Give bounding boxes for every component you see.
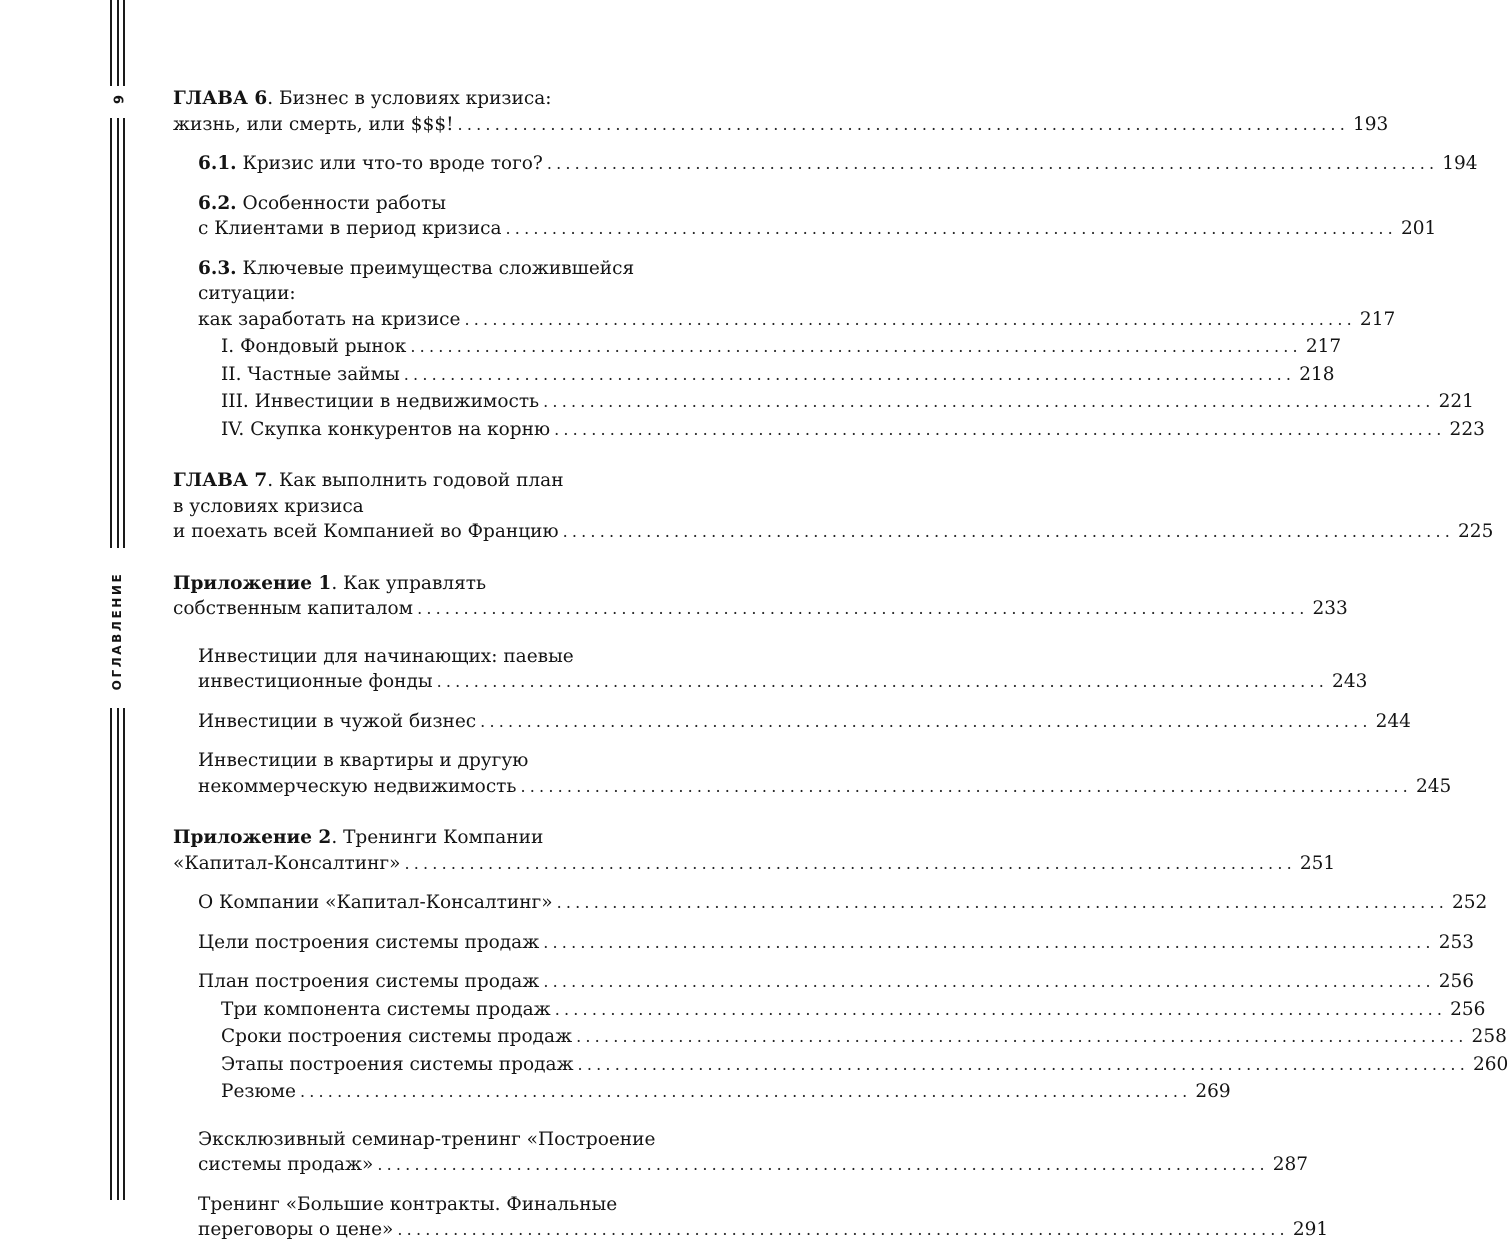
toc-page-number: 260: [1473, 1053, 1508, 1075]
dot-leader: ................................................................................................: [436, 672, 1329, 691]
toc-entry-title: . Бизнес в условиях кризиса:: [267, 88, 552, 109]
toc-entry-label: 6.1.: [198, 153, 237, 174]
toc-entry-6-3-i[interactable]: [221, 334, 1342, 360]
toc-entry-appendix-2-seminar[interactable]: [198, 1127, 1309, 1178]
dot-leader: ................................................................................................: [397, 1220, 1289, 1239]
toc-entry-title: О Компании «Капитал-Консалтинг»: [198, 892, 553, 913]
toc-entry-appendix-2-timing[interactable]: [221, 1024, 1507, 1050]
toc-entry-appendix-2-stages[interactable]: [221, 1052, 1508, 1078]
toc-entry-label: ГЛАВА 6: [173, 88, 268, 109]
toc-page-number: 217: [1359, 308, 1396, 330]
dot-leader: ................................................................................................: [543, 932, 1435, 952]
toc-page-number: 243: [1332, 671, 1368, 692]
toc-entry-title: Три компонента системы продаж: [221, 998, 551, 1020]
toc-entry-chapter-7[interactable]: [173, 468, 1494, 545]
dot-leader: ................................................................................................: [404, 853, 1296, 873]
toc-entry-appendix-1-business[interactable]: [198, 709, 1411, 735]
toc-entry-title-tail: с Клиентами в период кризиса: [198, 218, 502, 239]
toc-page-number: 217: [1305, 336, 1342, 357]
toc-entry-title: I. Фондовый рынок: [221, 336, 407, 357]
toc-entry-6-3-iii[interactable]: [221, 389, 1474, 415]
toc-entry-label: 6.3.: [198, 257, 237, 279]
toc-page-number: 245: [1415, 775, 1452, 797]
toc-page-number: 201: [1400, 218, 1437, 239]
toc-page-number: 287: [1272, 1154, 1309, 1175]
toc-entry-6-1[interactable]: [198, 151, 1478, 177]
toc-entry-appendix-2-goals[interactable]: [198, 930, 1474, 956]
toc-entry-title-tail: как заработать на кризисе: [198, 308, 461, 330]
toc-page-number: 269: [1195, 1081, 1231, 1102]
toc-entry-title: . Как выполнить годовой план: [267, 470, 564, 491]
toc-page-number: 251: [1299, 852, 1336, 874]
toc-entry-title: IV. Скупка конкурентов на корню: [221, 418, 551, 440]
dot-leader: ................................................................................................: [577, 1054, 1469, 1074]
toc-entry-6-2[interactable]: [198, 191, 1437, 242]
toc-page-number: 193: [1353, 113, 1389, 135]
dot-leader: ................................................................................................: [543, 972, 1435, 991]
toc-entry-appendix-1[interactable]: [173, 571, 1348, 622]
toc-entry-6-3-ii[interactable]: [221, 362, 1335, 388]
toc-page-number: 244: [1375, 710, 1411, 732]
dot-leader: ................................................................................................: [299, 1082, 1192, 1101]
dot-leader: ................................................................................................: [543, 392, 1435, 411]
toc-page-number: 218: [1299, 363, 1335, 385]
toc-page-number: 258: [1471, 1026, 1507, 1047]
dot-leader: ................................................................................................: [576, 1027, 1468, 1046]
dot-leader: ................................................................................................: [562, 522, 1455, 541]
toc-entry-label: 6.2.: [198, 192, 237, 214]
dot-leader: ................................................................................................: [377, 1155, 1269, 1174]
toc-entry-appendix-2-components[interactable]: [221, 997, 1486, 1023]
toc-entry-title: II. Частные займы: [221, 363, 400, 385]
toc-page-number: 233: [1312, 598, 1348, 619]
toc-entry-title: . Тренинги Компании: [331, 827, 544, 848]
toc-entry-title-tail: собственным капиталом: [173, 598, 414, 619]
toc-entry-6-3-iv[interactable]: [221, 417, 1485, 443]
dot-leader: ................................................................................................: [480, 711, 1372, 731]
toc-entry-title-tail: переговоры о цене»: [198, 1219, 394, 1240]
toc-entry-title: Ключевые преимущества сложившейся ситуации:: [198, 257, 635, 304]
toc-entry-title: План построения системы продаж: [198, 971, 540, 992]
toc-entry-title-tail: системы продаж»: [198, 1154, 374, 1175]
toc-entry-appendix-1-realty[interactable]: [198, 748, 1452, 799]
dot-leader: ................................................................................................: [520, 776, 1412, 796]
toc-entry-title: Эксклюзивный семинар-тренинг «Построение: [198, 1128, 656, 1150]
toc-entry-appendix-2-about[interactable]: [198, 890, 1488, 916]
toc-entry-appendix-1-funds[interactable]: [198, 644, 1368, 695]
toc-entry-title: Этапы построения системы продаж: [221, 1053, 574, 1075]
toc-page-number: 253: [1438, 931, 1474, 953]
dot-leader: ................................................................................................: [403, 364, 1296, 384]
toc-entry-title: Инвестиции для начинающих: паевые: [198, 645, 574, 667]
toc-entry-label: Приложение 2: [173, 827, 332, 848]
toc-page-number: 225: [1458, 521, 1494, 542]
dot-leader: ................................................................................................: [464, 309, 1356, 329]
toc-entry-title: . Как управлять: [331, 572, 487, 594]
dot-leader: ................................................................................................: [457, 114, 1349, 134]
toc-entry-6-3[interactable]: [198, 256, 1396, 333]
toc-entry-title: Сроки построения системы продаж: [221, 1026, 573, 1047]
toc-page-number: 291: [1292, 1219, 1329, 1240]
toc-entry-title-tail: и поехать всей Компанией во Францию: [173, 521, 559, 542]
toc-entry-title-middle: в условиях кризиса: [173, 495, 364, 517]
page-number: 6: [109, 94, 125, 105]
toc-entry-label: Приложение 1: [173, 572, 332, 594]
toc-page-number: 223: [1449, 418, 1485, 440]
dot-leader: ................................................................................................: [554, 419, 1446, 439]
toc-entry-title-tail: жизнь, или смерть, или $$$!: [173, 113, 454, 135]
dot-leader: ................................................................................................: [505, 219, 1397, 238]
toc-entry-title: Резюме: [221, 1081, 296, 1102]
toc-page-number: 194: [1442, 153, 1478, 174]
table-of-contents: [173, 86, 1508, 1243]
toc-entry-title: Цели построения системы продаж: [198, 931, 540, 953]
toc-page-number: 252: [1452, 892, 1488, 913]
toc-entry-appendix-2[interactable]: [173, 825, 1336, 876]
toc-entry-title: III. Инвестиции в недвижимость: [221, 391, 540, 412]
dot-leader: ................................................................................................: [554, 999, 1447, 1019]
toc-entry-title: Инвестиции в квартиры и другую: [198, 750, 529, 771]
toc-entry-title-tail: некоммерческую недвижимость: [198, 775, 517, 797]
section-title-vertical: ОГЛАВЛЕНИЕ: [110, 571, 124, 691]
toc-entry-title-tail: «Капитал-Консалтинг»: [173, 852, 401, 874]
toc-entry-appendix-2-plan[interactable]: [198, 969, 1475, 995]
toc-entry-title: Инвестиции в чужой бизнес: [198, 710, 477, 732]
toc-entry-appendix-2-training[interactable]: [198, 1192, 1329, 1243]
toc-entry-label: ГЛАВА 7: [173, 470, 268, 491]
toc-entry-appendix-2-summary[interactable]: [221, 1079, 1231, 1105]
dot-leader: ................................................................................................: [546, 154, 1439, 173]
dot-leader: ................................................................................................: [410, 337, 1302, 356]
dot-leader: ................................................................................................: [417, 599, 1309, 618]
toc-entry-title: Тренинг «Большие контракты. Финальные: [198, 1193, 618, 1215]
toc-page-number: 221: [1438, 391, 1474, 412]
toc-entry-chapter-6[interactable]: [173, 86, 1389, 137]
dot-leader: ................................................................................................: [556, 893, 1449, 912]
toc-entry-title: Особенности работы: [236, 192, 446, 214]
toc-entry-title: Кризис или что-то вроде того?: [236, 153, 543, 174]
toc-page-number: 256: [1450, 998, 1486, 1020]
toc-entry-title-tail: инвестиционные фонды: [198, 671, 433, 692]
toc-page-number: 256: [1438, 971, 1475, 992]
